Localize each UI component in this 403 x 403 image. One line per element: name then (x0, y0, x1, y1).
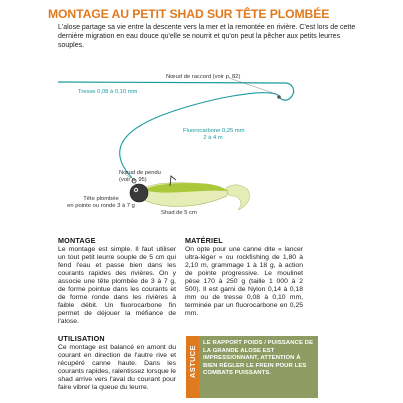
label-fluorocarbone (183, 128, 243, 142)
materiel-text: On opte pour une canne dite « lancer ultra-léger » ou rockfishing de 1,80 à 2,10 m, grammage 1 à 18 g, à action de pointe progressive. Le moulinet pèse 170 à 250 g (taille 1 000 à 2 500). Il est garni de Nylon 0,14 à 0,18 mm ou de tresse 0,08 à 0,10 mm, terminée par un fluorocarbone en 0,25 mm. (185, 245, 303, 317)
label-pendu-line2: (voir p. 95) (119, 177, 147, 183)
shad-tail (226, 185, 250, 210)
label-knot-raccord: Nœud de raccord (voir p. 82) (166, 74, 241, 80)
label-tete-line1: Tête plombée (83, 196, 119, 202)
label-fluoro-line1: Fluorocarbone 0,25 mm (183, 128, 245, 134)
label-tete-plombee (65, 196, 137, 210)
montage-text: Le montage est simple. Il faut utiliser un tout petit leurre souple de 5 cm qui fend l'eau et passe bien dans les courants rapides des rivières. On y associe une tête plombée de 3 à 7 g, de forme pointue dans les courants et de forme ronde dans les rivières à faible débit. Un fluorocarbone fin permet de déjouer la méfiance de l'alose. (58, 245, 176, 325)
label-knot-pendu (119, 170, 161, 184)
label-fluoro-line2: 2 à 4 m (203, 135, 223, 141)
label-pendu-line1: Nœud de pendu (119, 170, 161, 176)
montage-heading: MONTAGE (58, 236, 96, 245)
materiel-heading: MATÉRIEL (185, 236, 223, 245)
column-right (185, 237, 303, 318)
column-left (58, 237, 176, 392)
intro-paragraph: L'alose partage sa vie entre la descente vers la mer et la remontée en rivière. C'est lors de cette dernière migration en eau douce qu'elle se nourrit et qu'on peut la pêcher aux petits leurres souples. (58, 24, 356, 49)
page-title: MONTAGE AU PETIT SHAD SUR TÊTE PLOMBÉE (48, 7, 330, 21)
label-tete-line2: en pointe ou ronde 3 à 7 g (67, 203, 135, 209)
label-shad: Shad de 5 cm (161, 210, 197, 216)
utilisation-text: Ce montage est balancé en amont du courant en direction de l'autre rive et récupéré canne haute. Dans les courants rapides, ralentissez lorsque le shad arrive vers l'aval du courant pour faire vibrer la queue du leurre. (58, 343, 176, 391)
utilisation-heading: UTILISATION (58, 334, 105, 344)
label-tresse: Tresse 0,08 à 0,10 mm (78, 89, 138, 95)
raccord-knot-icon (277, 95, 281, 99)
astuce-text: LE RAPPORT POIDS / PUISSANCE DE LA GRANDE ALOSE EST IMPRESSIONNANT, ATTENTION À BIEN RÉGLER LE FREIN POUR LES COMBATS PUISSANTS. (203, 340, 314, 377)
jighead-pupil (135, 189, 137, 191)
astuce-label: ASTUCE (188, 345, 197, 378)
